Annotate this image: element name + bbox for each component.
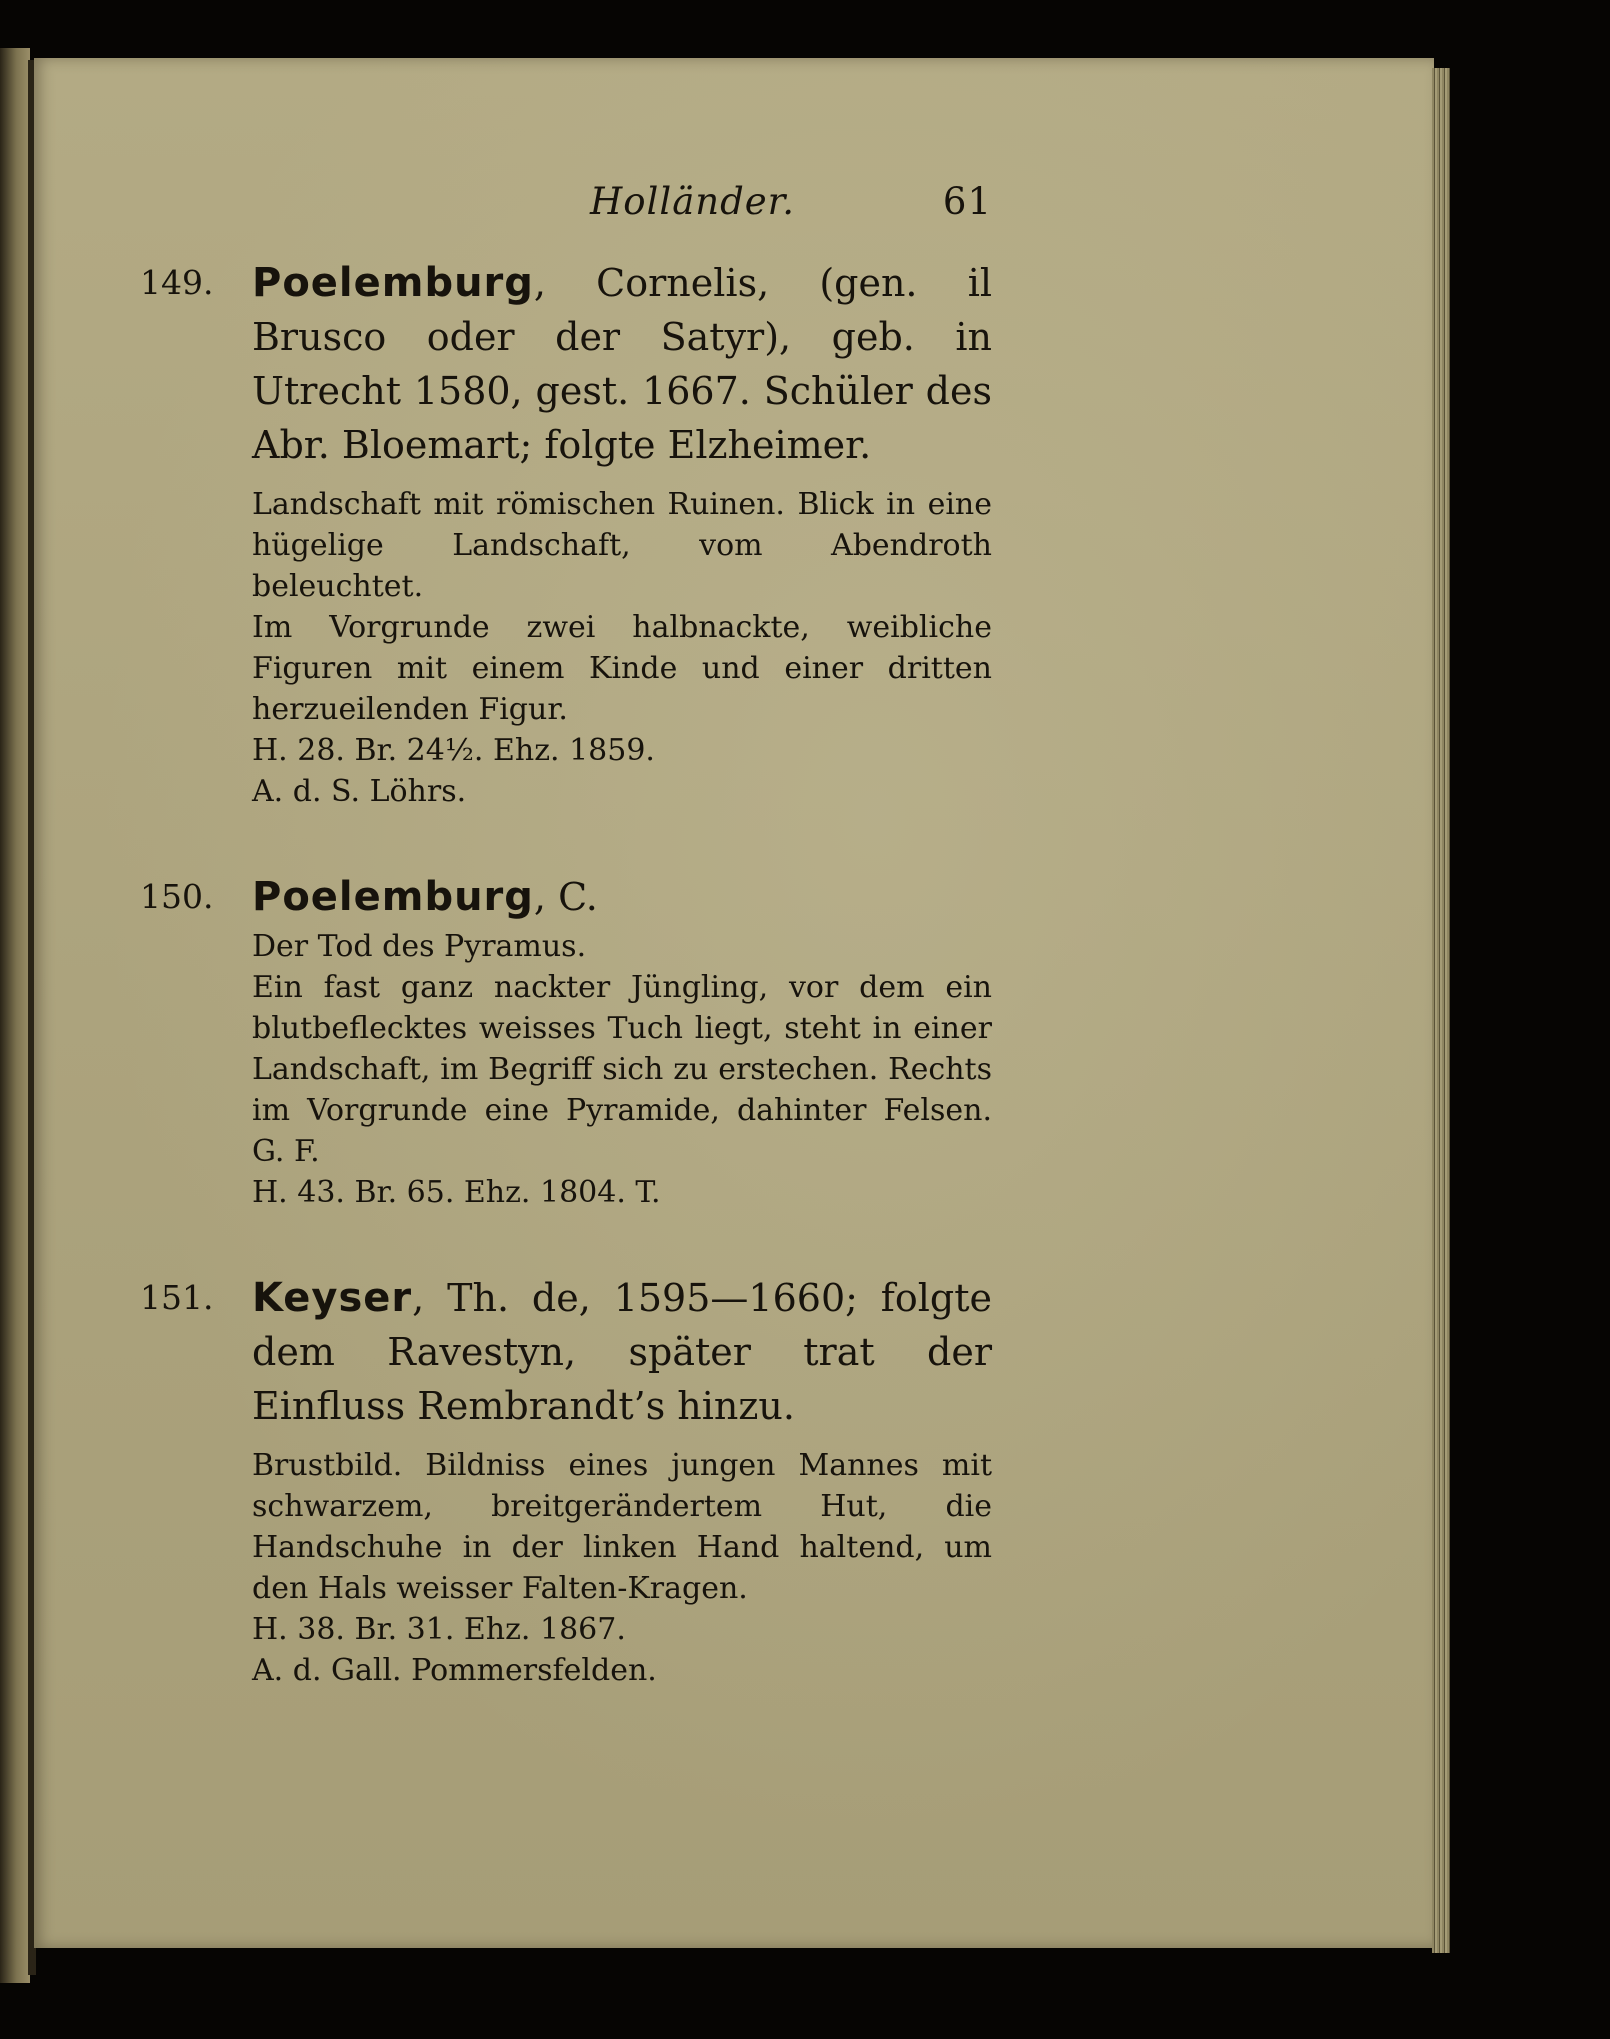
entry-body bbox=[252, 1271, 992, 1691]
artwork-description: Ein fast ganz nackter Jüngling, vor dem ein blutbeflecktes weisses Tuch liegt, steht in einer Landschaft, im Begriff sich zu erstechen. Rechts im Vorgrunde eine Pyramide, dahinter Felsen. G. F. bbox=[252, 970, 992, 1169]
catalog-entry-149 bbox=[140, 256, 992, 812]
catalog-entry-151 bbox=[140, 1271, 992, 1691]
artwork-dimensions: H. 38. Br. 31. Ehz. 1867. bbox=[252, 1612, 626, 1647]
artwork-title: Brustbild. Bildniss eines jungen Mannes mit schwarzem, breitgerändertem Hut, die Handschuhe in der linken Hand haltend, um den Hals weisser Falten-Kragen. bbox=[252, 1448, 992, 1606]
header-title: Holländer. bbox=[590, 180, 796, 223]
entry-body bbox=[252, 256, 992, 812]
page-content bbox=[140, 170, 992, 1691]
artwork-info bbox=[252, 926, 992, 1213]
artwork-dimensions: H. 43. Br. 65. Ehz. 1804. T. bbox=[252, 1175, 661, 1210]
page-number: 61 bbox=[942, 180, 992, 223]
entry-body bbox=[252, 870, 992, 1213]
artist-name: Keyser bbox=[252, 1275, 413, 1321]
artist-details: , Cornelis, (gen. il Brusco oder der Satyr), geb. in Utrecht 1580, gest. 1667. Schüler des Abr. Bloemart; folgte Elzheimer. bbox=[252, 261, 992, 467]
entry-number: 149. bbox=[140, 263, 214, 302]
running-header bbox=[450, 170, 992, 230]
artist-heading bbox=[252, 256, 992, 472]
artist-name: Poelemburg bbox=[252, 874, 534, 920]
entry-number: 150. bbox=[140, 877, 214, 916]
entry-number: 151. bbox=[140, 1278, 214, 1317]
artwork-title: Der Tod des Pyramus. bbox=[252, 929, 587, 964]
page-edges bbox=[1432, 68, 1450, 1953]
artwork-title: Landschaft mit römischen Ruinen. Blick in eine hügelige Landschaft, vom Abendroth beleuchtet. bbox=[252, 487, 992, 604]
artwork-info bbox=[252, 1445, 992, 1691]
catalog-entry-150 bbox=[140, 870, 992, 1213]
artwork-provenance: A. d. S. Löhrs. bbox=[252, 774, 467, 809]
artist-name: Poelemburg bbox=[252, 260, 534, 306]
artist-heading bbox=[252, 1271, 992, 1433]
book-spine bbox=[0, 48, 30, 1983]
artwork-dimensions: H. 28. Br. 24½. Ehz. 1859. bbox=[252, 733, 655, 768]
artwork-provenance: A. d. Gall. Pommersfelden. bbox=[252, 1653, 657, 1688]
artist-details: , Th. de, 1595—1660; folgte dem Ravestyn, später trat der Einfluss Rembrandt’s hinzu. bbox=[252, 1276, 992, 1428]
artist-heading bbox=[252, 870, 992, 924]
artist-details: , C. bbox=[533, 875, 598, 919]
artwork-info bbox=[252, 484, 992, 812]
artwork-description: Im Vorgrunde zwei halbnackte, weibliche Figuren mit einem Kinde und einer dritten herzueilenden Figur. bbox=[252, 610, 992, 727]
